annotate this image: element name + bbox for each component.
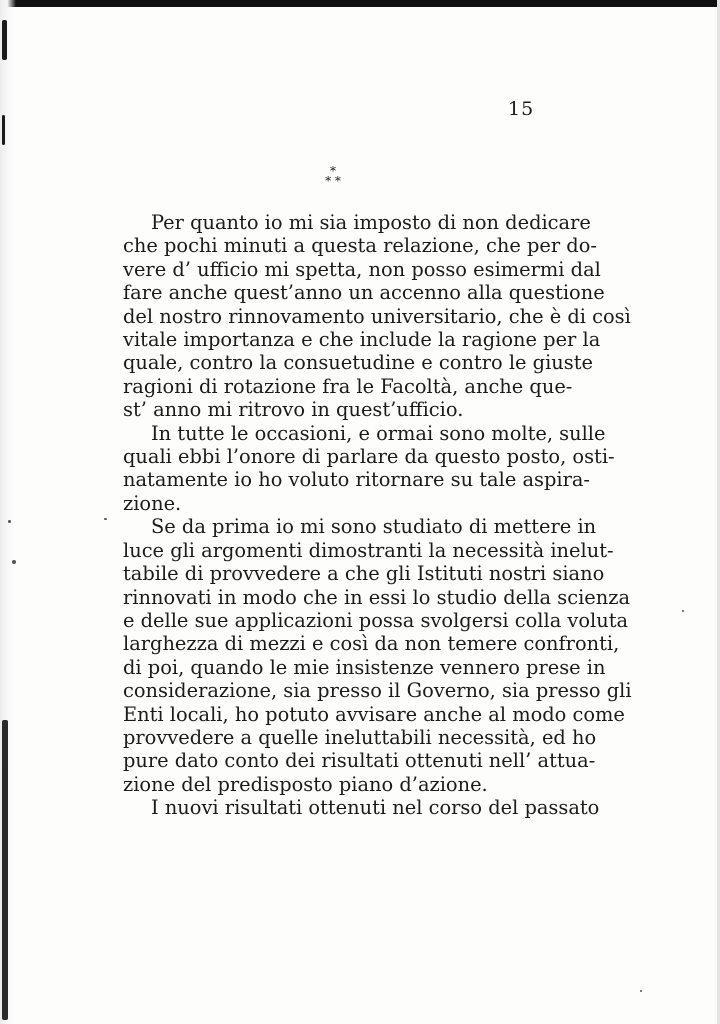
- text-line: vitale importanza e che include la ragione per la: [123, 328, 601, 352]
- text-line: provvedere a quelle ineluttabili necessità, ed ho: [123, 725, 597, 749]
- text-line: zione.: [123, 491, 182, 515]
- text-line: ragioni di rotazione fra le Facoltà, anche que-: [123, 374, 573, 398]
- scan-speck: [8, 520, 11, 523]
- scan-speck: [682, 610, 684, 612]
- text-line: natamente io ho voluto ritornare su tale aspira-: [123, 468, 590, 492]
- text-line: che pochi minuti a questa relazione, che per do-: [123, 234, 597, 258]
- binding-mark: [2, 115, 5, 145]
- binding-mark: [2, 720, 8, 1020]
- scan-speck: [640, 990, 642, 992]
- section-ornament: [322, 166, 344, 190]
- text-line: del nostro rinnovamento universitario, che è di così: [123, 304, 631, 328]
- binding-mark: [2, 20, 7, 60]
- text-line: zione del predisposto piano d’azione.: [123, 772, 488, 796]
- text-line: I nuovi risultati ottenuti nel corso del passato: [151, 796, 600, 820]
- page-number: 15: [508, 98, 535, 120]
- text-line: e delle sue applicazioni possa svolgersi colla voluta: [123, 608, 629, 632]
- text-line: Enti locali, ho potuto avvisare anche al modo come: [123, 702, 625, 726]
- paragraph: [123, 211, 631, 422]
- text-line: luce gli argomenti dimostranti la necessità inelut-: [123, 538, 614, 562]
- binding-edge: [0, 0, 16, 1024]
- text-line: quale, contro la consuetudine e contro le giuste: [123, 351, 593, 375]
- text-line: di poi, quando le mie insistenze vennero prese in: [123, 655, 606, 679]
- body-text: [123, 211, 632, 820]
- scan-speck: [104, 518, 107, 520]
- text-line: st’ anno mi ritrovo in quest’ufficio.: [123, 398, 464, 422]
- text-line: tabile di provvedere a che gli Istituti nostri siano: [123, 562, 605, 586]
- text-line: quali ebbi l’onore di parlare da questo posto, osti-: [123, 445, 615, 469]
- ornament-top: *: [330, 164, 336, 178]
- text-line: rinnovati in modo che in essi lo studio della scienza: [123, 585, 631, 609]
- text-line: larghezza di mezzi e così da non temere confronti,: [123, 632, 620, 656]
- top-scan-border: [0, 0, 720, 7]
- text-line: fare anche quest’anno un accenno alla questione: [123, 281, 605, 305]
- paragraph: [123, 421, 615, 516]
- text-line: considerazione, sia presso il Governo, sia presso gli: [123, 679, 632, 703]
- paragraph: [123, 515, 632, 796]
- paragraph: [123, 796, 600, 820]
- text-line: Se da prima io mi sono studiato di mettere in: [151, 515, 597, 539]
- text-line: Per quanto io mi sia imposto di non dedicare: [151, 211, 591, 234]
- text-line: pure dato conto dei risultati ottenuti nell’ attua-: [123, 749, 596, 773]
- scan-speck: [12, 560, 16, 564]
- text-line: In tutte le occasioni, e ormai sono molte, sulle: [151, 421, 606, 445]
- ornament-bottom: * *: [325, 174, 341, 188]
- text-line: vere d’ ufficio mi spetta, non posso esimermi dal: [123, 257, 601, 281]
